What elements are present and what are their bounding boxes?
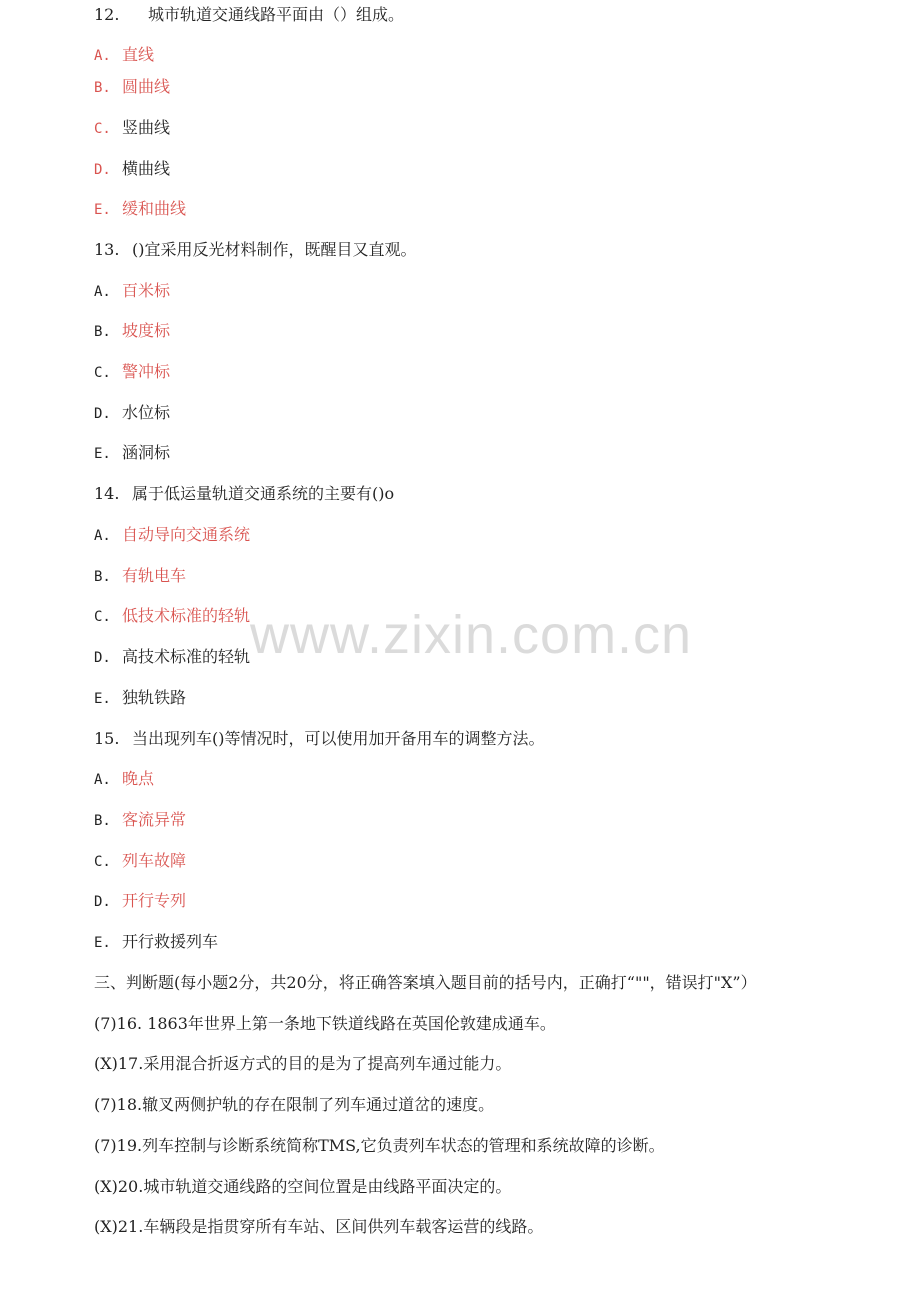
option-row xyxy=(94,850,186,873)
question-14 xyxy=(94,483,394,505)
option-text: 高技术标准的轻轨 xyxy=(122,647,251,666)
option-text: 百米标 xyxy=(122,281,171,300)
question-number: 13. xyxy=(94,240,120,259)
option-row xyxy=(94,198,186,221)
option-letter: E. xyxy=(94,691,111,707)
option-letter: B. xyxy=(94,813,111,829)
option-letter: B. xyxy=(94,324,111,340)
question-number: 15. xyxy=(94,729,120,748)
option-text: 水位标 xyxy=(122,403,171,422)
judgment-item: (X)20.城市轨道交通线路的空间位置是由线路平面决定的。 xyxy=(94,1177,512,1196)
option-text: 缓和曲线 xyxy=(122,199,187,218)
option-row xyxy=(94,44,154,67)
option-row xyxy=(94,565,186,588)
option-text: 开行专列 xyxy=(122,891,187,910)
option-row xyxy=(94,402,170,425)
judgment-item: (X)17.采用混合折返方式的目的是为了提高列车通过能力。 xyxy=(94,1054,512,1073)
option-letter: D. xyxy=(94,650,111,666)
option-letter: D. xyxy=(94,406,111,422)
option-text: 直线 xyxy=(122,45,155,64)
judgment-item: (7)18.辙叉两侧护轨的存在限制了列车通过道岔的速度。 xyxy=(94,1095,495,1114)
option-row xyxy=(94,361,170,384)
option-letter: B. xyxy=(94,80,111,96)
question-text: 当出现列车()等情况时，可以使用加开备用车的调整方法。 xyxy=(132,729,545,748)
option-letter: E. xyxy=(94,446,111,462)
judgment-item: (7)19.列车控制与诊断系统简称TMS,它负责列车状态的管理和系统故障的诊断。 xyxy=(94,1136,665,1155)
question-number: 14. xyxy=(94,484,120,503)
judgment-item: (7)16. 1863年世界上第一条地下铁道线路在英国伦敦建成通车。 xyxy=(94,1014,556,1033)
option-row xyxy=(94,605,250,628)
option-row xyxy=(94,320,170,343)
question-12 xyxy=(94,4,404,26)
option-text: 警冲标 xyxy=(122,362,171,381)
option-text: 低技术标准的轻轨 xyxy=(122,606,251,625)
option-letter: C. xyxy=(94,365,111,381)
question-text: 属于低运量轨道交通系统的主要有()o xyxy=(132,484,395,503)
option-letter: D. xyxy=(94,894,111,910)
option-letter: A. xyxy=(94,528,111,544)
option-letter: D. xyxy=(94,162,111,178)
option-text: 开行救援列车 xyxy=(122,932,219,951)
question-number: 12. xyxy=(94,5,120,24)
option-row xyxy=(94,931,218,954)
question-15 xyxy=(94,728,545,750)
option-letter: B. xyxy=(94,569,111,585)
option-letter: A. xyxy=(94,772,111,788)
judgment-item: (X)21.车辆段是指贯穿所有车站、区间供列车载客运营的线路。 xyxy=(94,1217,544,1236)
option-text: 圆曲线 xyxy=(122,77,171,96)
section-heading: 三、判断题(每小题2分，共20分，将正确答案填入题目前的括号内，正确打“""，错误打"X”） xyxy=(94,973,757,992)
option-row xyxy=(94,280,170,303)
option-text: 竖曲线 xyxy=(122,118,171,137)
option-letter: A. xyxy=(94,284,111,300)
option-row xyxy=(94,76,170,99)
question-text: ()宜采用反光材料制作，既醒目又直观。 xyxy=(132,240,417,259)
option-row xyxy=(94,687,186,710)
option-row xyxy=(94,442,170,465)
watermark: www.zixin.com.cn xyxy=(250,605,693,665)
option-row xyxy=(94,117,170,140)
option-letter: C. xyxy=(94,854,111,870)
option-row xyxy=(94,524,250,547)
option-row xyxy=(94,646,250,669)
option-text: 有轨电车 xyxy=(122,566,187,585)
option-text: 列车故障 xyxy=(122,851,187,870)
option-letter: C. xyxy=(94,609,111,625)
option-text: 横曲线 xyxy=(122,159,171,178)
question-text: 城市轨道交通线路平面由（）组成。 xyxy=(148,5,405,24)
option-text: 晚点 xyxy=(122,769,155,788)
question-13 xyxy=(94,239,417,261)
option-text: 客流异常 xyxy=(122,810,187,829)
option-row xyxy=(94,158,170,181)
option-row xyxy=(94,890,186,913)
option-text: 坡度标 xyxy=(122,321,171,340)
option-text: 涵洞标 xyxy=(122,443,171,462)
option-text: 独轨铁路 xyxy=(122,688,187,707)
option-row xyxy=(94,768,154,791)
option-letter: E. xyxy=(94,935,111,951)
option-text: 自动导向交通系统 xyxy=(122,525,251,544)
option-letter: E. xyxy=(94,202,111,218)
option-letter: A. xyxy=(94,48,111,64)
option-letter: C. xyxy=(94,121,111,137)
option-row xyxy=(94,809,186,832)
